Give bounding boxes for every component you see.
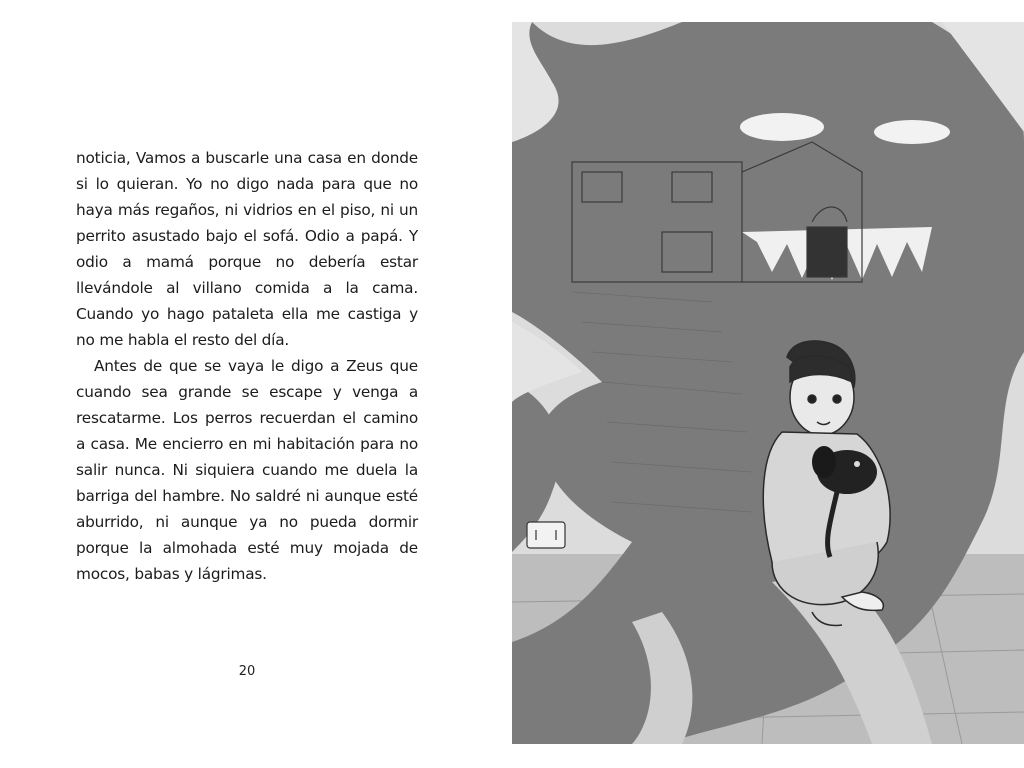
body-text — [76, 145, 418, 587]
illustration-boy-with-dog — [512, 22, 1024, 744]
paragraph-1: noticia, Vamos a buscarle una casa en donde si lo quieran. Yo no digo nada para que no haya más regaños, ni vidrios en el piso, ni un perrito asustado bajo el sofá. Odio a papá. Y odio a mamá porque no debería estar llevándole al villano comida a la cama. Cuando yo hago pataleta ella me castiga y no me habla el resto del día. — [76, 149, 418, 349]
wall-outlet — [527, 522, 565, 548]
paragraph-2: Antes de que se vaya le digo a Zeus que cuando sea grande se escape y venga a rescatarme. Los perros recuerdan el camino a casa. Me encierro en mi habitación para no salir nunca. Ni siquiera cuando me duela la barriga del hambre. No saldré ni aunque esté aburrido, ni aunque ya no pueda dormir porque la almohada esté muy mojada de mocos, babas y lágrimas. — [76, 357, 418, 583]
illustration-canvas — [512, 22, 1024, 744]
page-number: 20 — [238, 664, 256, 679]
